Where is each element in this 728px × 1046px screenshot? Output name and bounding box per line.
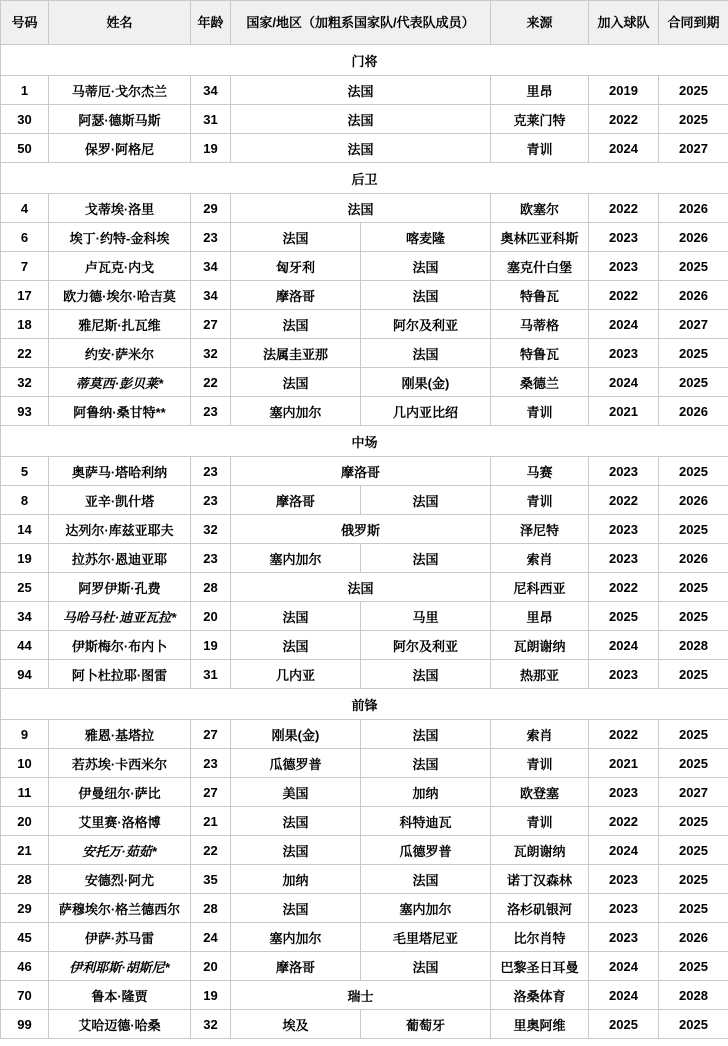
player-row [1,660,728,689]
player-origin: 比尔肖特 [491,923,589,952]
col-header-name: 姓名 [49,1,191,45]
player-number: 28 [1,865,49,894]
player-name: 雅恩·基塔拉 [49,720,191,749]
player-origin: 索肖 [491,720,589,749]
player-name: 伊曼纽尔·萨比 [49,778,191,807]
player-joined: 2023 [589,660,659,689]
player-country: 法属圭亚那 [231,339,361,368]
player-number: 34 [1,602,49,631]
player-joined: 2023 [589,778,659,807]
player-contract: 2027 [659,310,728,339]
player-country: 俄罗斯 [231,515,491,544]
player-number: 70 [1,981,49,1010]
player-contract: 2025 [659,368,728,397]
player-row [1,952,728,981]
player-contract: 2025 [659,1010,728,1039]
player-country: 法国 [231,368,361,397]
player-number: 14 [1,515,49,544]
player-country: 马里 [361,602,491,631]
player-name: 埃丁·约特-金科埃 [49,223,191,252]
player-country: 塞内加尔 [361,894,491,923]
player-contract: 2025 [659,252,728,281]
col-header-number: 号码 [1,1,49,45]
player-row [1,865,728,894]
player-row [1,310,728,339]
player-name: 阿罗伊斯·孔费 [49,573,191,602]
player-country: 摩洛哥 [231,486,361,515]
player-joined: 2025 [589,1010,659,1039]
player-origin: 特鲁瓦 [491,281,589,310]
player-country: 法国 [361,486,491,515]
player-age: 20 [191,952,231,981]
player-country: 法国 [231,134,491,163]
player-country: 塞内加尔 [231,923,361,952]
player-number: 94 [1,660,49,689]
player-age: 19 [191,981,231,1010]
player-joined: 2023 [589,515,659,544]
player-joined: 2019 [589,76,659,105]
section-row-3 [1,689,728,720]
player-origin: 青训 [491,486,589,515]
player-name: 若苏埃·卡西米尔 [49,749,191,778]
col-header-country: 国家/地区（加粗系国家队/代表队成员） [231,1,491,45]
player-age: 34 [191,252,231,281]
player-contract: 2026 [659,544,728,573]
player-country: 法国 [361,252,491,281]
player-country: 刚果(金) [231,720,361,749]
col-header-contract: 合同到期 [659,1,728,45]
player-name: 伊萨·苏马雷 [49,923,191,952]
player-country: 几内亚 [231,660,361,689]
player-age: 19 [191,631,231,660]
player-number: 21 [1,836,49,865]
player-row [1,457,728,486]
player-row [1,194,728,223]
col-header-joined: 加入球队 [589,1,659,45]
player-name: 戈蒂埃·洛里 [49,194,191,223]
section-title: 中场 [1,426,728,457]
player-country: 法国 [361,749,491,778]
player-row [1,923,728,952]
player-age: 32 [191,515,231,544]
col-header-origin: 来源 [491,1,589,45]
player-number: 1 [1,76,49,105]
player-country: 摩洛哥 [231,952,361,981]
player-age: 27 [191,720,231,749]
player-name: 伊利耶斯·胡斯尼* [49,952,191,981]
player-joined: 2023 [589,252,659,281]
player-number: 4 [1,194,49,223]
player-origin: 索肖 [491,544,589,573]
player-contract: 2028 [659,981,728,1010]
player-number: 17 [1,281,49,310]
player-age: 28 [191,573,231,602]
player-name: 萨穆埃尔·格兰德西尔 [49,894,191,923]
player-joined: 2024 [589,981,659,1010]
player-origin: 巴黎圣日耳曼 [491,952,589,981]
player-contract: 2025 [659,836,728,865]
player-age: 31 [191,105,231,134]
player-name: 亚辛·凯什塔 [49,486,191,515]
player-country: 喀麦隆 [361,223,491,252]
player-name: 马哈马杜·迪亚瓦拉* [49,602,191,631]
player-row [1,486,728,515]
player-country: 阿尔及利亚 [361,310,491,339]
player-joined: 2023 [589,457,659,486]
player-name: 伊斯梅尔·布内卜 [49,631,191,660]
player-row [1,368,728,397]
player-country: 毛里塔尼亚 [361,923,491,952]
player-row [1,397,728,426]
player-contract: 2026 [659,223,728,252]
player-age: 23 [191,544,231,573]
player-number: 99 [1,1010,49,1039]
player-origin: 桑德兰 [491,368,589,397]
player-name: 艾里赛·洛格博 [49,807,191,836]
player-row [1,778,728,807]
player-age: 27 [191,310,231,339]
section-title: 后卫 [1,163,728,194]
player-country: 法国 [361,720,491,749]
player-name: 奥萨马·塔哈利纳 [49,457,191,486]
player-country: 法国 [231,223,361,252]
player-origin: 欧塞尔 [491,194,589,223]
player-joined: 2022 [589,807,659,836]
player-contract: 2026 [659,486,728,515]
player-country: 葡萄牙 [361,1010,491,1039]
player-country: 法国 [231,194,491,223]
player-contract: 2026 [659,194,728,223]
player-contract: 2025 [659,660,728,689]
player-name: 阿鲁纳·桑甘特** [49,397,191,426]
player-row [1,894,728,923]
player-row [1,981,728,1010]
player-country: 几内亚比绍 [361,397,491,426]
player-contract: 2026 [659,923,728,952]
player-joined: 2023 [589,894,659,923]
section-row-0 [1,45,728,76]
player-country: 法国 [231,76,491,105]
player-country: 法国 [361,339,491,368]
player-name: 艾哈迈德·哈桑 [49,1010,191,1039]
player-contract: 2025 [659,76,728,105]
player-age: 34 [191,76,231,105]
player-number: 46 [1,952,49,981]
player-country: 法国 [231,631,361,660]
player-age: 28 [191,894,231,923]
player-age: 23 [191,223,231,252]
player-number: 5 [1,457,49,486]
player-origin: 马蒂格 [491,310,589,339]
player-country: 法国 [361,544,491,573]
player-row [1,749,728,778]
player-name: 阿卜杜拉耶·图雷 [49,660,191,689]
player-age: 31 [191,660,231,689]
player-name: 保罗·阿格尼 [49,134,191,163]
player-origin: 特鲁瓦 [491,339,589,368]
player-country: 法国 [361,865,491,894]
player-age: 29 [191,194,231,223]
player-row [1,544,728,573]
player-joined: 2024 [589,134,659,163]
player-country: 加纳 [361,778,491,807]
player-number: 50 [1,134,49,163]
player-contract: 2026 [659,397,728,426]
player-row [1,223,728,252]
player-row [1,807,728,836]
player-number: 93 [1,397,49,426]
col-header-age: 年龄 [191,1,231,45]
player-number: 25 [1,573,49,602]
player-joined: 2022 [589,105,659,134]
player-contract: 2027 [659,778,728,807]
player-row [1,573,728,602]
player-country: 摩洛哥 [231,281,361,310]
player-origin: 里昂 [491,76,589,105]
player-joined: 2022 [589,720,659,749]
player-joined: 2024 [589,368,659,397]
table-header-row [1,1,728,45]
player-number: 30 [1,105,49,134]
player-number: 32 [1,368,49,397]
player-country: 法国 [231,602,361,631]
player-country: 法国 [231,105,491,134]
player-joined: 2022 [589,194,659,223]
player-country: 瓜德罗普 [361,836,491,865]
player-contract: 2025 [659,952,728,981]
player-contract: 2025 [659,339,728,368]
section-title: 前锋 [1,689,728,720]
player-origin: 青训 [491,134,589,163]
player-origin: 克莱门特 [491,105,589,134]
player-country: 阿尔及利亚 [361,631,491,660]
player-contract: 2026 [659,281,728,310]
player-country: 法国 [231,894,361,923]
player-age: 20 [191,602,231,631]
player-number: 10 [1,749,49,778]
player-joined: 2024 [589,631,659,660]
player-name: 马蒂厄·戈尔杰兰 [49,76,191,105]
player-country: 塞内加尔 [231,397,361,426]
player-joined: 2023 [589,223,659,252]
player-joined: 2023 [589,923,659,952]
player-origin: 诺丁汉森林 [491,865,589,894]
player-origin: 泽尼特 [491,515,589,544]
player-name: 安托万·茹茹* [49,836,191,865]
player-joined: 2024 [589,952,659,981]
player-country: 法国 [231,836,361,865]
player-joined: 2021 [589,749,659,778]
player-country: 法国 [361,952,491,981]
player-name: 鲁本·隆贾 [49,981,191,1010]
player-country: 法国 [361,281,491,310]
player-number: 8 [1,486,49,515]
player-contract: 2025 [659,720,728,749]
player-row [1,105,728,134]
player-origin: 洛桑体育 [491,981,589,1010]
player-row [1,836,728,865]
player-origin: 里奥阿维 [491,1010,589,1039]
player-origin: 奥林匹亚科斯 [491,223,589,252]
player-age: 34 [191,281,231,310]
player-country: 埃及 [231,1010,361,1039]
player-row [1,252,728,281]
player-joined: 2023 [589,339,659,368]
player-contract: 2025 [659,807,728,836]
player-name: 卢瓦克·内戈 [49,252,191,281]
player-row [1,339,728,368]
player-country: 法国 [361,660,491,689]
player-contract: 2025 [659,749,728,778]
section-title: 门将 [1,45,728,76]
player-origin: 热那亚 [491,660,589,689]
player-row [1,602,728,631]
player-country: 塞内加尔 [231,544,361,573]
player-name: 雅尼斯·扎瓦维 [49,310,191,339]
player-contract: 2025 [659,457,728,486]
player-country: 匈牙利 [231,252,361,281]
player-name: 欧力德·埃尔·哈吉莫 [49,281,191,310]
player-joined: 2025 [589,602,659,631]
player-row [1,281,728,310]
player-row [1,720,728,749]
player-joined: 2022 [589,486,659,515]
player-joined: 2022 [589,573,659,602]
player-country: 瑞士 [231,981,491,1010]
player-country: 法国 [231,310,361,339]
player-joined: 2024 [589,310,659,339]
player-origin: 尼科西亚 [491,573,589,602]
player-origin: 塞克什白堡 [491,252,589,281]
player-number: 7 [1,252,49,281]
player-joined: 2021 [589,397,659,426]
section-row-2 [1,426,728,457]
player-number: 29 [1,894,49,923]
section-row-1 [1,163,728,194]
player-age: 23 [191,397,231,426]
player-number: 11 [1,778,49,807]
player-name: 达列尔·库兹亚耶夫 [49,515,191,544]
player-contract: 2028 [659,631,728,660]
player-age: 22 [191,836,231,865]
player-contract: 2025 [659,515,728,544]
player-number: 44 [1,631,49,660]
player-row [1,76,728,105]
player-contract: 2027 [659,134,728,163]
player-age: 23 [191,457,231,486]
player-country: 瓜德罗普 [231,749,361,778]
player-origin: 欧登塞 [491,778,589,807]
player-number: 19 [1,544,49,573]
player-name: 约安·萨米尔 [49,339,191,368]
player-joined: 2023 [589,865,659,894]
player-number: 18 [1,310,49,339]
player-contract: 2025 [659,573,728,602]
player-name: 拉苏尔·恩迪亚耶 [49,544,191,573]
player-name: 安德烈·阿尤 [49,865,191,894]
player-country: 美国 [231,778,361,807]
player-age: 32 [191,339,231,368]
player-origin: 青训 [491,397,589,426]
player-joined: 2022 [589,281,659,310]
squad-table-body [1,45,728,1039]
player-country: 法国 [231,807,361,836]
player-number: 20 [1,807,49,836]
player-age: 35 [191,865,231,894]
player-contract: 2025 [659,602,728,631]
player-row [1,1010,728,1039]
player-age: 23 [191,749,231,778]
player-joined: 2023 [589,544,659,573]
player-number: 6 [1,223,49,252]
player-age: 19 [191,134,231,163]
player-origin: 瓦朗谢纳 [491,631,589,660]
player-age: 23 [191,486,231,515]
player-country: 科特迪瓦 [361,807,491,836]
player-number: 45 [1,923,49,952]
player-name: 阿瑟·德斯马斯 [49,105,191,134]
player-age: 24 [191,923,231,952]
player-name: 蒂莫西·彭贝莱* [49,368,191,397]
player-origin: 青训 [491,749,589,778]
player-row [1,631,728,660]
player-joined: 2024 [589,836,659,865]
player-country: 加纳 [231,865,361,894]
player-age: 27 [191,778,231,807]
player-row [1,515,728,544]
player-age: 21 [191,807,231,836]
player-origin: 瓦朗谢纳 [491,836,589,865]
player-age: 22 [191,368,231,397]
player-origin: 洛杉矶银河 [491,894,589,923]
player-contract: 2025 [659,105,728,134]
player-country: 摩洛哥 [231,457,491,486]
player-country: 法国 [231,573,491,602]
player-contract: 2025 [659,865,728,894]
player-origin: 马赛 [491,457,589,486]
player-country: 刚果(金) [361,368,491,397]
player-origin: 里昂 [491,602,589,631]
player-age: 32 [191,1010,231,1039]
player-origin: 青训 [491,807,589,836]
player-row [1,134,728,163]
player-number: 22 [1,339,49,368]
player-contract: 2025 [659,894,728,923]
player-number: 9 [1,720,49,749]
